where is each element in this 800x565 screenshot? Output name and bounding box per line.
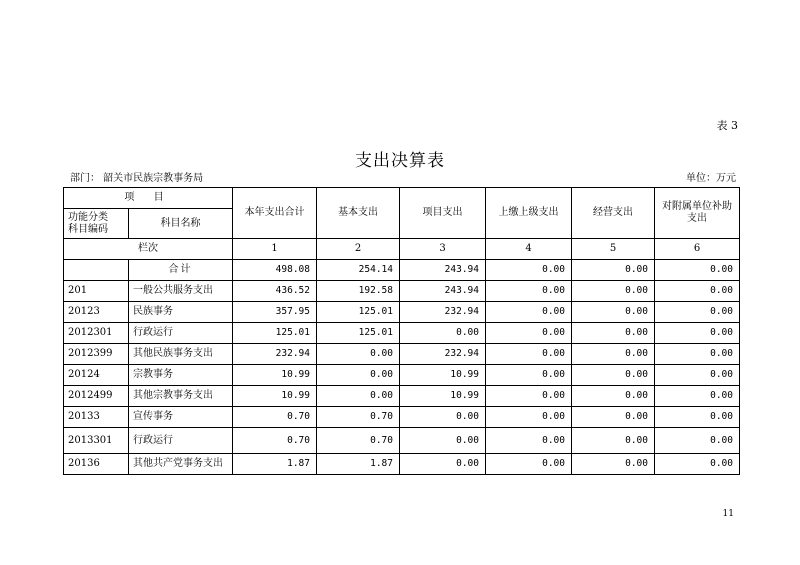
table-number: 表 3 <box>716 119 738 132</box>
row-name: 民族事务 <box>129 302 233 323</box>
row-basic: 0.00 <box>317 386 400 407</box>
table-row <box>64 302 740 323</box>
row-upper: 0.00 <box>486 365 572 386</box>
col-index-4: 4 <box>486 239 572 260</box>
col-index-3: 3 <box>400 239 486 260</box>
row-business: 0.00 <box>572 302 655 323</box>
row-name: 其他宗教事务支出 <box>129 386 233 407</box>
table-row <box>64 454 740 475</box>
unit-label: 单位：万元 <box>686 173 736 184</box>
header-col2: 基本支出 <box>317 188 400 239</box>
row-subsidy: 0.00 <box>655 260 740 281</box>
row-name: 宣传事务 <box>129 407 233 428</box>
row-business: 0.00 <box>572 386 655 407</box>
row-name: 其他共产党事务支出 <box>129 454 233 475</box>
table-row <box>64 281 740 302</box>
row-upper: 0.00 <box>486 428 572 454</box>
row-total: 10.99 <box>233 365 317 386</box>
row-code: 20123 <box>64 302 129 323</box>
row-project: 10.99 <box>400 386 486 407</box>
row-subsidy: 0.00 <box>655 281 740 302</box>
row-total: 498.08 <box>233 260 317 281</box>
table-row <box>64 428 740 454</box>
row-code: 20124 <box>64 365 129 386</box>
row-project: 10.99 <box>400 365 486 386</box>
row-project: 232.94 <box>400 302 486 323</box>
page-title: 支出决算表 <box>355 151 445 171</box>
page-number: 11 <box>722 509 734 519</box>
row-code: 2012301 <box>64 323 129 344</box>
col-index-2: 2 <box>317 239 400 260</box>
row-total: 436.52 <box>233 281 317 302</box>
table-row <box>64 344 740 365</box>
row-code: 2012499 <box>64 386 129 407</box>
row-subsidy: 0.00 <box>655 386 740 407</box>
table-row <box>64 386 740 407</box>
header-col6-line1: 对附属单位补助 <box>662 201 732 212</box>
row-name: 宗教事务 <box>129 365 233 386</box>
header-col4: 上缴上级支出 <box>486 188 572 239</box>
row-upper: 0.00 <box>486 407 572 428</box>
row-project: 0.00 <box>400 454 486 475</box>
row-project: 0.00 <box>400 407 486 428</box>
row-project: 232.94 <box>400 344 486 365</box>
row-code: 201 <box>64 281 129 302</box>
department-label: 部门： 韶关市民族宗教事务局 <box>70 173 204 184</box>
row-upper: 0.00 <box>486 281 572 302</box>
header-func-code-line1: 功能分类 <box>68 211 108 223</box>
row-name: 合计 <box>129 260 233 281</box>
row-project: 243.94 <box>400 281 486 302</box>
row-basic: 125.01 <box>317 323 400 344</box>
row-upper: 0.00 <box>486 302 572 323</box>
table-row <box>64 407 740 428</box>
row-subsidy: 0.00 <box>655 428 740 454</box>
row-business: 0.00 <box>572 281 655 302</box>
row-business: 0.00 <box>572 260 655 281</box>
row-basic: 125.01 <box>317 302 400 323</box>
row-basic: 1.87 <box>317 454 400 475</box>
row-subsidy: 0.00 <box>655 365 740 386</box>
row-code <box>64 260 129 281</box>
row-subsidy: 0.00 <box>655 323 740 344</box>
row-code: 2012399 <box>64 344 129 365</box>
row-upper: 0.00 <box>486 386 572 407</box>
row-code: 20136 <box>64 454 129 475</box>
header-col1: 本年支出合计 <box>233 188 317 239</box>
row-total: 10.99 <box>233 386 317 407</box>
row-basic: 0.70 <box>317 407 400 428</box>
header-project: 项 目 <box>64 188 233 209</box>
row-name: 行政运行 <box>129 428 233 454</box>
row-name: 一般公共服务支出 <box>129 281 233 302</box>
row-code: 2013301 <box>64 428 129 454</box>
row-business: 0.00 <box>572 323 655 344</box>
row-subsidy: 0.00 <box>655 344 740 365</box>
row-name: 行政运行 <box>129 323 233 344</box>
col-index-6: 6 <box>655 239 740 260</box>
row-project: 0.00 <box>400 323 486 344</box>
row-total: 0.70 <box>233 407 317 428</box>
row-total: 125.01 <box>233 323 317 344</box>
header-lanci: 栏次 <box>64 239 233 260</box>
row-business: 0.00 <box>572 344 655 365</box>
row-name: 其他民族事务支出 <box>129 344 233 365</box>
row-total: 1.87 <box>233 454 317 475</box>
row-basic: 0.00 <box>317 365 400 386</box>
row-basic: 0.70 <box>317 428 400 454</box>
header-func-code-line2: 科目编码 <box>68 223 108 235</box>
header-col6 <box>655 188 740 239</box>
header-col5: 经营支出 <box>572 188 655 239</box>
table-row <box>64 365 740 386</box>
row-upper: 0.00 <box>486 260 572 281</box>
row-total: 0.70 <box>233 428 317 454</box>
row-subsidy: 0.00 <box>655 454 740 475</box>
row-business: 0.00 <box>572 428 655 454</box>
row-basic: 254.14 <box>317 260 400 281</box>
row-upper: 0.00 <box>486 344 572 365</box>
row-business: 0.00 <box>572 407 655 428</box>
header-col6-line2: 支出 <box>687 213 707 224</box>
expenditure-table <box>63 187 740 475</box>
row-upper: 0.00 <box>486 323 572 344</box>
col-index-5: 5 <box>572 239 655 260</box>
row-business: 0.00 <box>572 454 655 475</box>
header-func-code <box>64 209 129 239</box>
header-col3: 项目支出 <box>400 188 486 239</box>
row-business: 0.00 <box>572 365 655 386</box>
row-subsidy: 0.00 <box>655 302 740 323</box>
table-row <box>64 260 740 281</box>
row-basic: 0.00 <box>317 344 400 365</box>
row-basic: 192.58 <box>317 281 400 302</box>
row-total: 357.95 <box>233 302 317 323</box>
row-project: 0.00 <box>400 428 486 454</box>
row-code: 20133 <box>64 407 129 428</box>
header-subject-name: 科目名称 <box>129 209 233 239</box>
row-subsidy: 0.00 <box>655 407 740 428</box>
row-upper: 0.00 <box>486 454 572 475</box>
col-index-1: 1 <box>233 239 317 260</box>
row-total: 232.94 <box>233 344 317 365</box>
row-project: 243.94 <box>400 260 486 281</box>
table-row <box>64 323 740 344</box>
